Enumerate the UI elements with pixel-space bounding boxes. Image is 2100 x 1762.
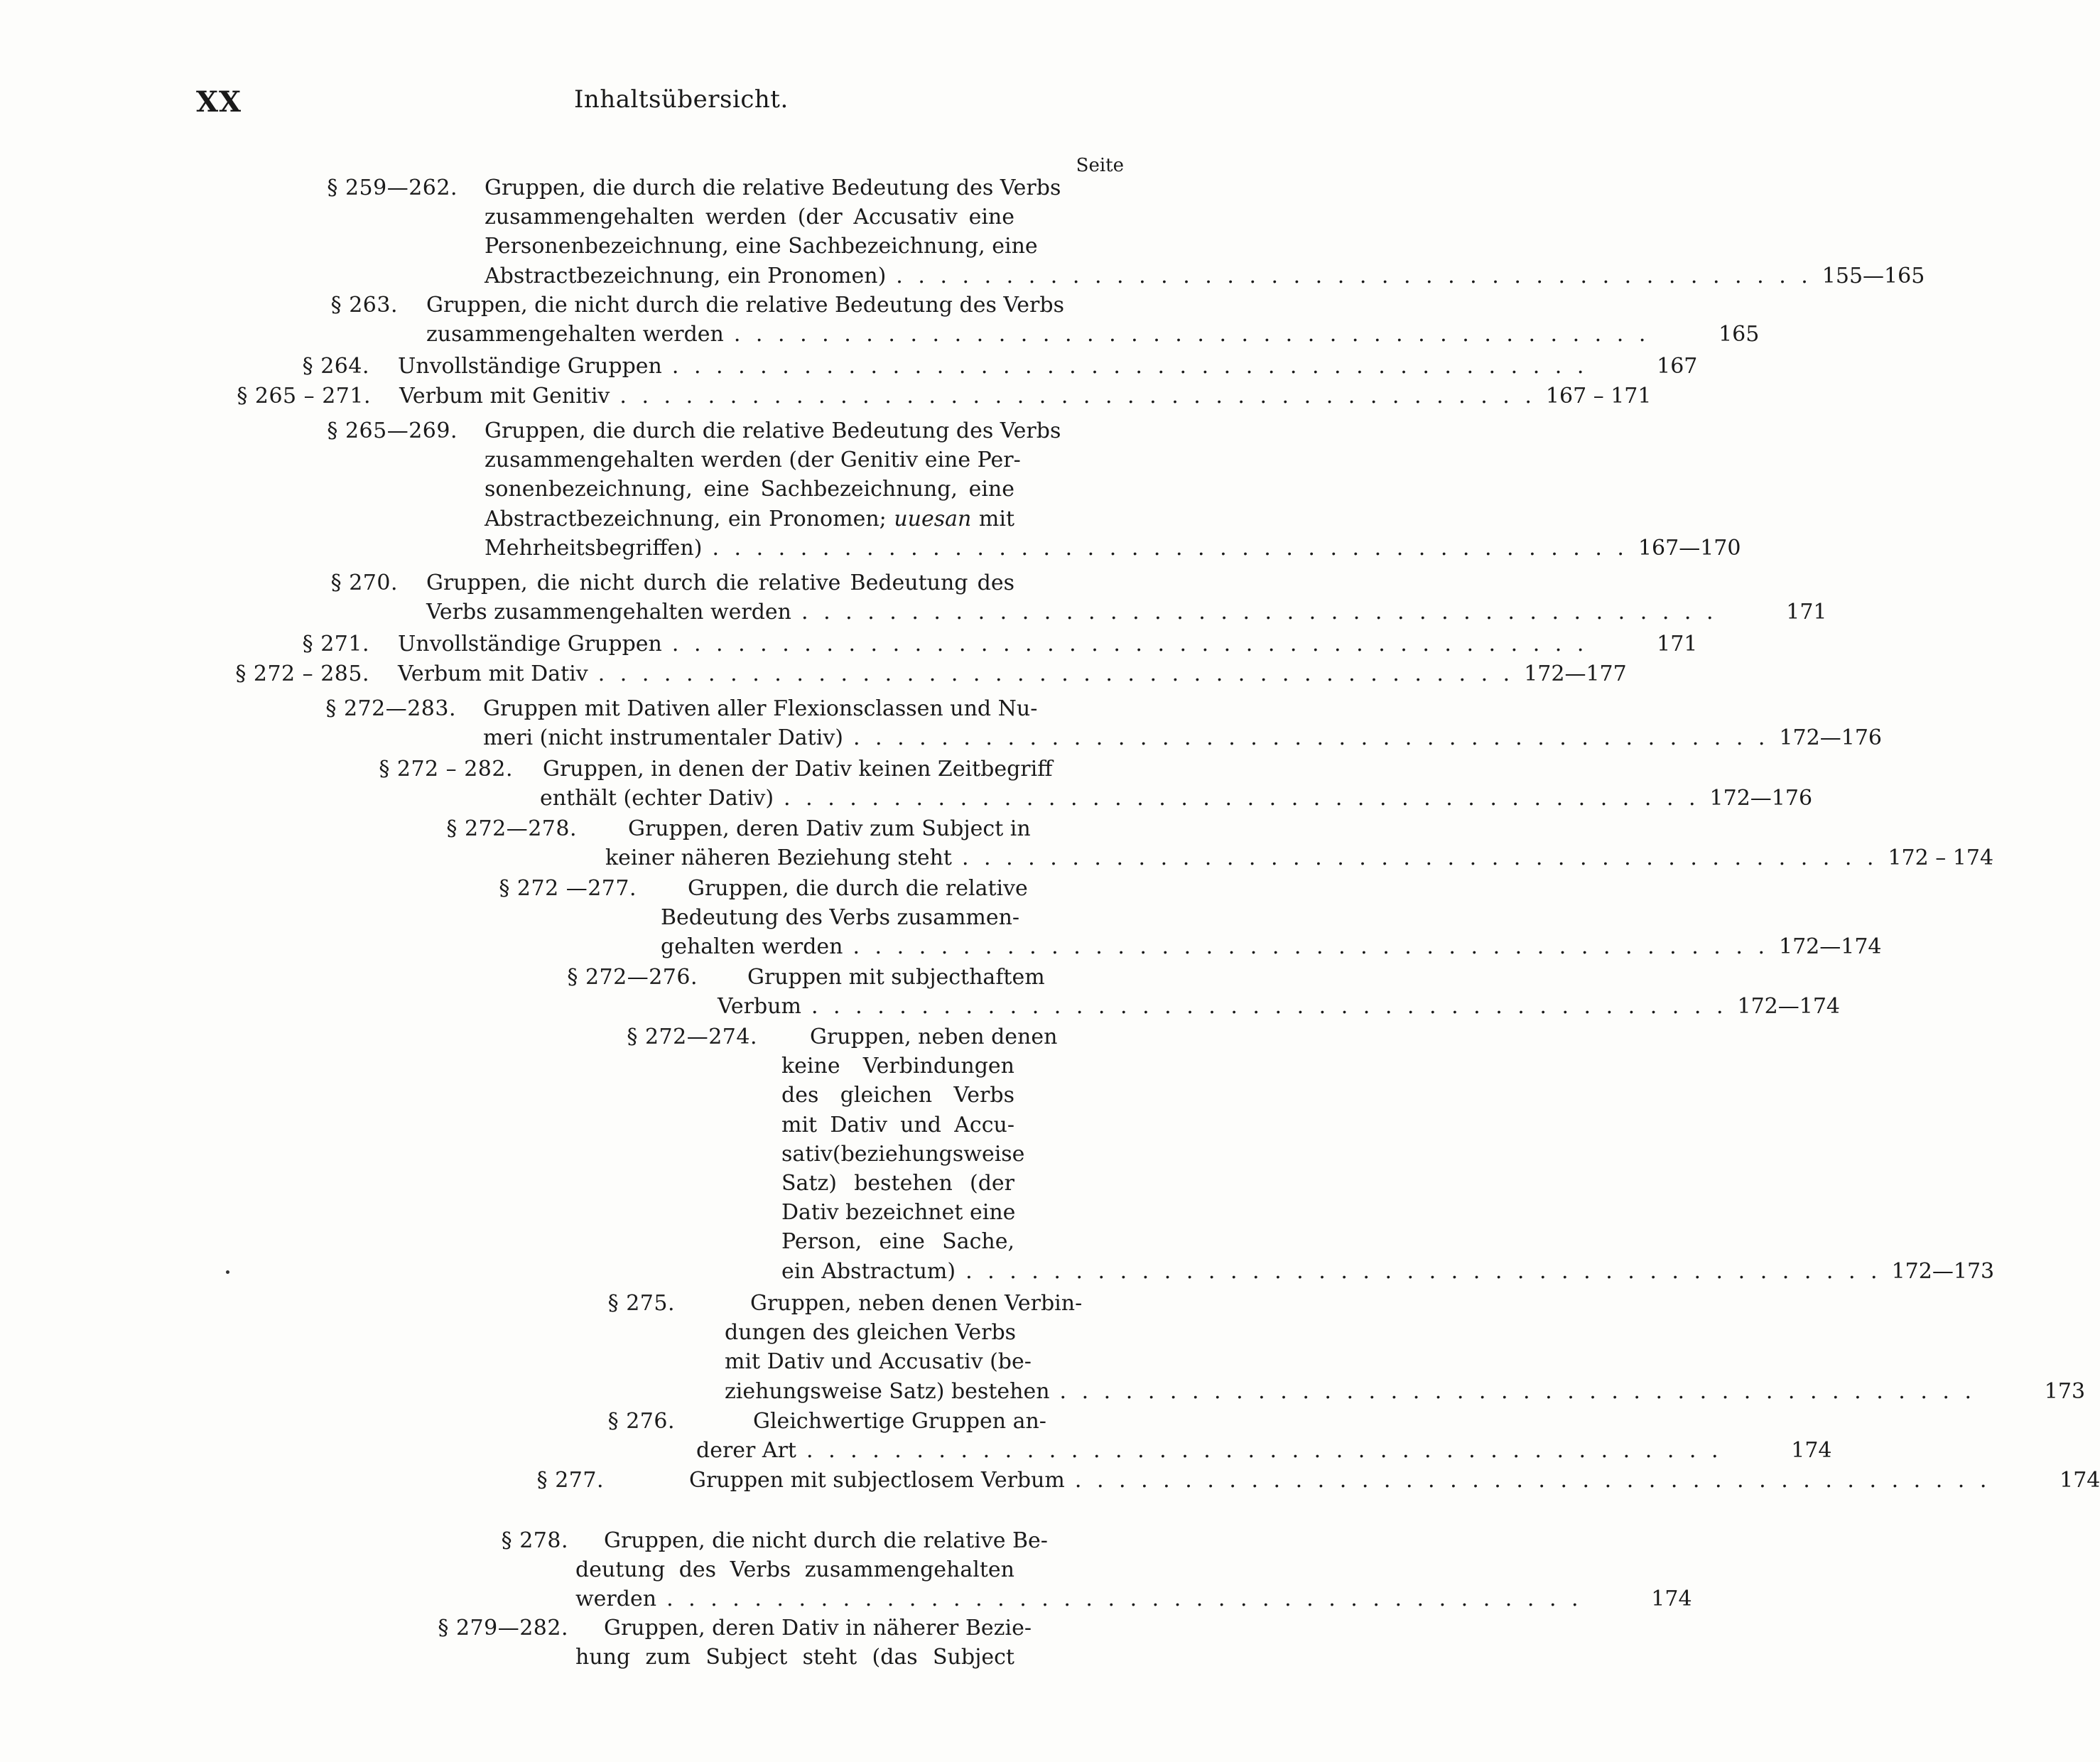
entry-text: sativ(beziehungsweise bbox=[781, 1141, 1025, 1167]
dot-leader bbox=[806, 1436, 1723, 1465]
toc-line bbox=[543, 755, 1124, 784]
dot-leader bbox=[598, 659, 1515, 688]
section-number: § 265—269. bbox=[327, 418, 458, 443]
page-reference: 174 bbox=[2060, 1468, 2100, 1493]
dot-leader bbox=[1060, 1377, 1976, 1406]
section-number: § 259—262. bbox=[327, 175, 458, 200]
entry-text: Abstractbezeichnung, ein Pronomen) bbox=[485, 263, 887, 288]
entry-text: Dativ bezeichnet eine bbox=[781, 1200, 1016, 1226]
dot-leader bbox=[734, 320, 1650, 349]
dot-leader bbox=[712, 534, 1628, 563]
page-reference: 172—174 bbox=[1778, 934, 1882, 960]
page-reference: 174 bbox=[1791, 1438, 1832, 1464]
entry-text: Gruppen, die nicht durch die relative Bedeutung des Verbs bbox=[426, 293, 1064, 318]
dot-leader bbox=[801, 598, 1718, 627]
page-reference: 172 – 174 bbox=[1888, 845, 1994, 871]
section-number: § 279—282. bbox=[438, 1616, 568, 1641]
entry-text: Bedeutung des Verbs zusammen- bbox=[661, 905, 1020, 931]
dot-leader bbox=[896, 261, 1812, 291]
page-reference: 155—165 bbox=[1822, 263, 1925, 288]
entry-text: mit Dativ und Accusativ (be- bbox=[725, 1349, 1032, 1375]
toc-line bbox=[485, 534, 1741, 563]
page-reference: 167 bbox=[1657, 354, 1698, 379]
toc-entry bbox=[501, 1526, 1692, 1614]
toc-line bbox=[753, 1407, 1124, 1436]
toc-line bbox=[661, 932, 1882, 961]
page-reference: 167—170 bbox=[1638, 535, 1741, 561]
dot-leader bbox=[811, 992, 1728, 1021]
toc-entry bbox=[438, 1614, 1124, 1672]
entry-text: dungen des gleichen Verbs bbox=[725, 1320, 1017, 1346]
entry-text: ziehungsweise Satz) bestehen bbox=[725, 1378, 1050, 1404]
toc-line bbox=[604, 1526, 1124, 1555]
toc-line bbox=[485, 261, 1925, 291]
toc-entry bbox=[327, 416, 1741, 563]
section-number: § 278. bbox=[501, 1528, 568, 1553]
toc-entry bbox=[607, 1407, 1832, 1465]
toc-entry bbox=[607, 1289, 2086, 1406]
toc-line bbox=[575, 1643, 1124, 1672]
toc-entry bbox=[302, 352, 1698, 381]
toc-line bbox=[604, 1614, 1124, 1643]
page-reference: 165 bbox=[1719, 322, 1760, 347]
toc-line bbox=[725, 1377, 2086, 1406]
entry-text: Verbum mit Dativ bbox=[398, 661, 588, 686]
section-number: § 272—283. bbox=[325, 696, 456, 721]
toc-line bbox=[781, 1169, 1124, 1198]
entry-text: Verbs zusammengehalten werden bbox=[426, 600, 791, 625]
entry-text: Gruppen, die durch die relative bbox=[688, 876, 1028, 901]
toc-line bbox=[483, 694, 1124, 723]
toc-line bbox=[781, 1110, 1124, 1140]
toc-line bbox=[725, 1318, 1124, 1347]
page-reference: 167 – 171 bbox=[1545, 384, 1652, 409]
page-reference: 172—173 bbox=[1891, 1258, 1995, 1284]
dot-leader bbox=[853, 932, 1769, 961]
toc-line bbox=[426, 320, 1760, 349]
page-reference: 172—176 bbox=[1779, 725, 1882, 751]
section-number: § 263. bbox=[330, 293, 398, 318]
toc-line bbox=[426, 598, 1827, 627]
toc-entry bbox=[536, 1466, 2100, 1495]
dot-leader bbox=[672, 629, 1588, 659]
section-number: § 264. bbox=[302, 354, 369, 379]
toc-line bbox=[810, 1022, 1124, 1052]
toc-line bbox=[575, 1584, 1692, 1614]
entry-text: Gleichwertige Gruppen an- bbox=[753, 1409, 1046, 1434]
toc-line bbox=[426, 568, 1124, 598]
section-number: § 265 – 271. bbox=[237, 384, 371, 409]
entry-text: Gruppen, deren Dativ in näherer Bezie- bbox=[604, 1616, 1032, 1641]
toc-line bbox=[725, 1347, 1124, 1376]
toc-line bbox=[485, 202, 1124, 232]
entry-text: derer Art bbox=[696, 1438, 796, 1464]
entry-text: Gruppen mit subjecthaftem bbox=[747, 965, 1045, 990]
entry-text: Verbum bbox=[718, 994, 801, 1020]
toc-line bbox=[399, 382, 1652, 411]
toc-line bbox=[781, 1140, 1124, 1169]
toc-line bbox=[540, 784, 1813, 813]
toc-line bbox=[485, 416, 1124, 445]
italic-word: uuesan bbox=[894, 506, 972, 531]
entry-text: Verbum mit Genitiv bbox=[399, 384, 610, 409]
toc-line bbox=[781, 1198, 1124, 1227]
dot-leader bbox=[1075, 1466, 1991, 1495]
section-number: § 271. bbox=[302, 632, 369, 656]
entry-text: des gleichen Verbs bbox=[781, 1083, 1014, 1108]
dot-leader bbox=[666, 1584, 1583, 1614]
toc-line bbox=[689, 1466, 2100, 1495]
toc-line bbox=[747, 963, 1124, 992]
toc-line bbox=[781, 1052, 1124, 1081]
dot-leader bbox=[672, 352, 1588, 381]
page-number-roman: XX bbox=[196, 85, 242, 119]
toc-line bbox=[485, 445, 1124, 475]
toc-entry bbox=[237, 382, 1652, 411]
toc-line bbox=[696, 1436, 1832, 1465]
toc-line bbox=[781, 1257, 1995, 1286]
toc-line bbox=[485, 232, 1124, 261]
entry-text: ein Abstractum) bbox=[781, 1258, 956, 1284]
entry-text: Gruppen, in denen der Dativ keinen Zeitbegriff bbox=[543, 757, 1053, 782]
entry-text: Person, eine Sache, bbox=[781, 1229, 1014, 1255]
toc-entry bbox=[567, 963, 1841, 1021]
entry-text: Mehrheitsbegriffen) bbox=[485, 535, 703, 561]
section-number: § 270. bbox=[330, 571, 398, 595]
toc-line bbox=[628, 814, 1124, 843]
entry-text: Gruppen mit Dativen aller Flexionsclassen und Nu- bbox=[483, 696, 1038, 721]
entry-text: enthält (echter Dativ) bbox=[540, 786, 774, 811]
entry-text: Gruppen, die nicht durch die relative Be- bbox=[604, 1528, 1048, 1553]
page-reference: 174 bbox=[1651, 1587, 1692, 1612]
section-number: § 277. bbox=[536, 1468, 604, 1493]
entry-text: meri (nicht instrumentaler Dativ) bbox=[483, 725, 843, 751]
toc-line bbox=[688, 874, 1124, 903]
running-title: Inhaltsübersicht. bbox=[574, 85, 789, 114]
page-reference: 172—174 bbox=[1737, 994, 1841, 1020]
section-number: § 272—278. bbox=[446, 816, 577, 841]
entry-text: keine Verbindungen bbox=[781, 1054, 1014, 1079]
toc-entry bbox=[379, 755, 1813, 813]
section-number: § 272—276. bbox=[567, 965, 698, 990]
toc-entry bbox=[327, 173, 1925, 291]
section-number: § 276. bbox=[607, 1409, 675, 1434]
dot-leader bbox=[619, 382, 1536, 411]
dot-leader bbox=[853, 723, 1770, 752]
page-column-label: Seite bbox=[1076, 155, 1124, 176]
dot-leader bbox=[784, 784, 1700, 813]
toc-entry bbox=[330, 291, 1760, 349]
entry-text: Gruppen, deren Dativ zum Subject in bbox=[628, 816, 1031, 841]
page-reference: 172—176 bbox=[1709, 786, 1813, 811]
section-number: § 272 – 285. bbox=[235, 661, 369, 686]
toc-entry bbox=[499, 874, 1882, 962]
toc-entry bbox=[627, 1022, 1995, 1286]
toc-line bbox=[750, 1289, 1124, 1318]
toc-line bbox=[605, 843, 1994, 872]
toc-line bbox=[781, 1227, 1124, 1256]
toc-line bbox=[485, 504, 1124, 534]
entry-text: gehalten werden bbox=[661, 934, 843, 960]
entry-text: Gruppen, die nicht durch die relative Bedeutung des bbox=[426, 571, 1014, 595]
scan-speck bbox=[226, 1270, 229, 1274]
toc-line bbox=[398, 659, 1627, 688]
entry-text: sonenbezeichnung, eine Sachbezeichnung, eine bbox=[485, 477, 1014, 502]
entry-text: Gruppen, die durch die relative Bedeutung des Verbs bbox=[485, 175, 1061, 200]
toc-line bbox=[398, 629, 1698, 659]
entry-text: zusammengehalten werden (der Genitiv eine Per- bbox=[485, 448, 1021, 473]
page-reference: 172—177 bbox=[1524, 661, 1627, 686]
entry-text: deutung des Verbs zusammengehalten bbox=[575, 1557, 1014, 1583]
entry-text: Personenbezeichnung, eine Sachbezeichnung, eine bbox=[485, 234, 1038, 259]
toc-entry bbox=[325, 694, 1882, 752]
entry-text: Gruppen, neben denen Verbin- bbox=[750, 1291, 1083, 1316]
toc-line bbox=[485, 475, 1124, 504]
toc-line bbox=[661, 903, 1124, 932]
dot-leader bbox=[962, 843, 1878, 872]
toc-entry bbox=[330, 568, 1827, 627]
entry-text: werden bbox=[575, 1587, 657, 1612]
section-number: § 272 —277. bbox=[499, 876, 637, 901]
toc-line bbox=[575, 1555, 1124, 1584]
toc-entry bbox=[235, 659, 1627, 688]
page-reference: 171 bbox=[1657, 632, 1698, 656]
toc-line bbox=[426, 291, 1124, 320]
entry-text: mit Dativ und Accu- bbox=[781, 1112, 1014, 1137]
toc-line bbox=[718, 992, 1841, 1021]
entry-text: zusammengehalten werden bbox=[426, 322, 724, 347]
toc-line bbox=[485, 173, 1124, 202]
page-reference: 173 bbox=[2044, 1378, 2086, 1404]
entry-text: keiner näheren Beziehung steht bbox=[605, 845, 952, 871]
entry-text: Gruppen, die durch die relative Bedeutung des Verbs bbox=[485, 418, 1061, 443]
section-number: § 272—274. bbox=[627, 1025, 757, 1049]
entry-text: Gruppen, neben denen bbox=[810, 1025, 1058, 1049]
entry-text: zusammengehalten werden (der Accusativ eine bbox=[485, 205, 1014, 230]
entry-text: Satz) bestehen (der bbox=[781, 1171, 1014, 1196]
toc-entry bbox=[302, 629, 1698, 659]
dot-leader bbox=[965, 1257, 1882, 1286]
entry-text: hung zum Subject steht (das Subject bbox=[575, 1645, 1014, 1670]
page-reference: 171 bbox=[1786, 600, 1827, 625]
entry-text: Abstractbezeichnung, ein Pronomen; uuesan mit bbox=[485, 506, 1014, 531]
entry-text: Unvollständige Gruppen bbox=[398, 354, 662, 379]
toc-line bbox=[483, 723, 1882, 752]
section-number: § 275. bbox=[607, 1291, 675, 1316]
entry-text: Gruppen mit subjectlosem Verbum bbox=[689, 1468, 1065, 1493]
toc-line bbox=[781, 1081, 1124, 1110]
section-number: § 272 – 282. bbox=[379, 757, 513, 782]
entry-text: Unvollständige Gruppen bbox=[398, 632, 662, 656]
toc-line bbox=[398, 352, 1698, 381]
toc-entry bbox=[446, 814, 1994, 872]
